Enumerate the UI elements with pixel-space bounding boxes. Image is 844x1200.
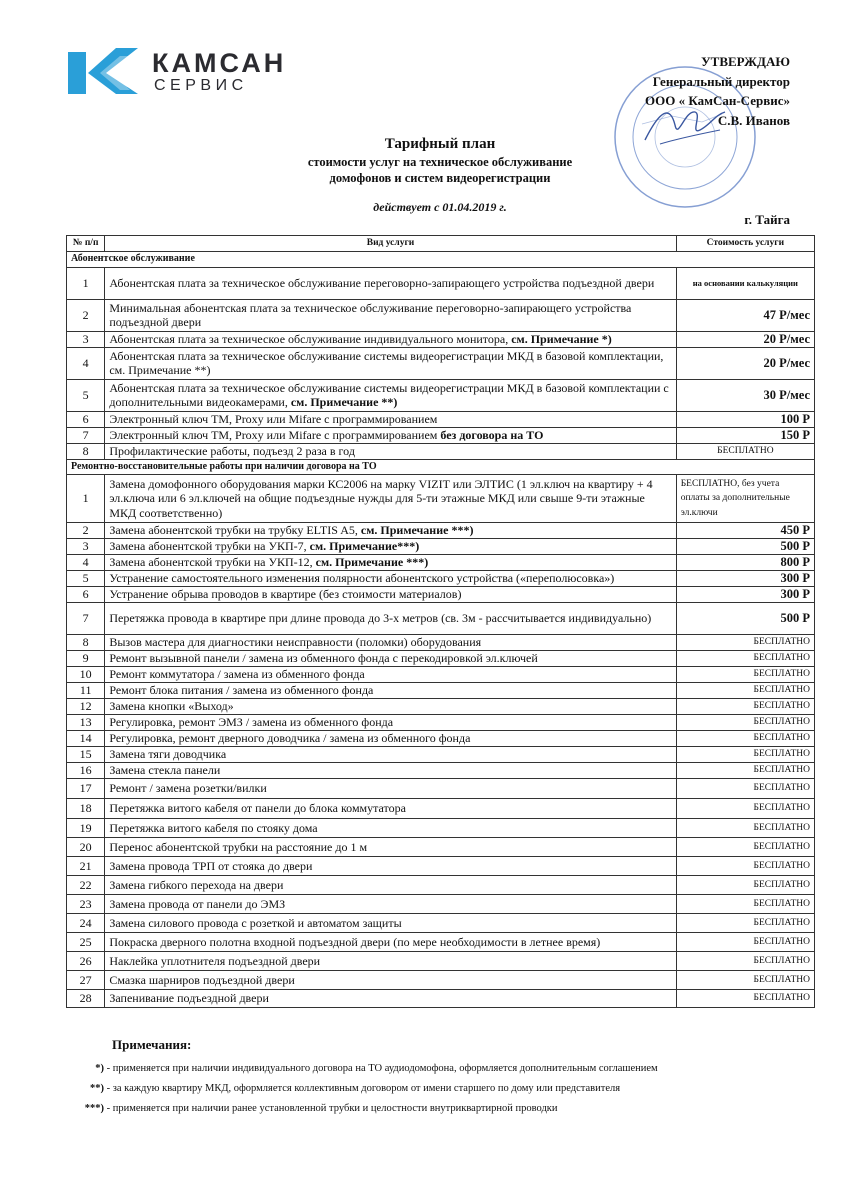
row-price: 20 Р/мес bbox=[676, 331, 814, 347]
note-mark: ***) bbox=[84, 1103, 104, 1114]
row-price: 300 Р bbox=[676, 571, 814, 587]
row-price: БЕСПЛАТНО bbox=[676, 731, 814, 747]
header-price: Стоимость услуги bbox=[676, 236, 814, 252]
service-text: Профилактические работы, подъезд 2 раза в год bbox=[109, 443, 355, 458]
row-price: 30 Р/мес bbox=[676, 379, 814, 411]
row-service bbox=[105, 990, 676, 1008]
service-text: Ремонт вызывной панели / замена из обменного фонда с перекодировкой эл.ключей bbox=[109, 651, 538, 666]
row-price: 500 Р bbox=[676, 603, 814, 635]
effective-date: действует с 01.04.2019 г. bbox=[373, 200, 507, 214]
row-service bbox=[105, 523, 676, 539]
table-row bbox=[67, 763, 815, 779]
row-price: БЕСПЛАТНО bbox=[676, 699, 814, 715]
row-number: 20 bbox=[67, 838, 105, 857]
row-price: БЕСПЛАТНО bbox=[676, 895, 814, 914]
section-row bbox=[67, 459, 815, 475]
section-title: Ремонтно-восстановительные работы при наличии договора на ТО bbox=[67, 459, 815, 475]
row-number: 18 bbox=[67, 799, 105, 819]
row-number: 9 bbox=[67, 651, 105, 667]
row-service bbox=[105, 876, 676, 895]
row-price: на основании калькуляции bbox=[676, 267, 814, 299]
table-row bbox=[67, 571, 815, 587]
row-number: 2 bbox=[67, 523, 105, 539]
row-service bbox=[105, 857, 676, 876]
service-text: Устранение обрыва проводов в квартире (без стоимости материалов) bbox=[109, 587, 462, 602]
row-service bbox=[105, 779, 676, 799]
row-service bbox=[105, 267, 676, 299]
table-row bbox=[67, 933, 815, 952]
notes-heading: Примечания: bbox=[112, 1037, 192, 1052]
table-row bbox=[67, 603, 815, 635]
document-title: Тарифный план bbox=[384, 136, 496, 152]
row-price: БЕСПЛАТНО bbox=[676, 635, 814, 651]
note-text: - применяется при наличии ранее установленной трубки и целостности внутриквартирной проводки bbox=[104, 1103, 558, 1114]
row-price: БЕСПЛАТНО bbox=[676, 914, 814, 933]
row-number: 7 bbox=[67, 603, 105, 635]
table-row bbox=[67, 539, 815, 555]
row-number: 4 bbox=[67, 347, 105, 379]
table-row bbox=[67, 411, 815, 427]
table-row bbox=[67, 331, 815, 347]
row-service bbox=[105, 603, 676, 635]
table-row bbox=[67, 651, 815, 667]
service-text: Замена домофонного оборудования марки КС2006 на марку VIZIT или ЭЛТИС (1 эл.ключ на квартиру + 4 эл.ключа или 6 эл.ключей на общие подъездные нужды для 5-ти этажные МКД или свыше 9-ти этажные МКД соответственно) bbox=[109, 476, 653, 520]
row-service bbox=[105, 731, 676, 747]
service-text: Минимальная абонентская плата за техническое обслуживание переговорно-запирающего устройства подъездной двери bbox=[109, 300, 632, 329]
table-header-row bbox=[67, 236, 815, 252]
table-row bbox=[67, 731, 815, 747]
service-text: Замена абонентской трубки на УКП-12, bbox=[109, 555, 316, 570]
service-note-ref: см. Примечание *) bbox=[511, 331, 612, 346]
row-service bbox=[105, 635, 676, 651]
table-row bbox=[67, 667, 815, 683]
service-text: Замена кнопки «Выход» bbox=[109, 699, 234, 714]
row-service bbox=[105, 651, 676, 667]
row-service bbox=[105, 411, 676, 427]
approval-line-2: Генеральный директор bbox=[652, 73, 790, 89]
service-note-ref: без договора на ТО bbox=[440, 427, 544, 442]
row-number: 3 bbox=[67, 331, 105, 347]
logo-name: КАМСАН bbox=[152, 48, 287, 78]
service-note-ref: см. Примечание ***) bbox=[315, 555, 429, 570]
table-row bbox=[67, 857, 815, 876]
row-service bbox=[105, 539, 676, 555]
service-text: Устранение самостоятельного изменения полярности абонентского устройства («переполюсовка») bbox=[109, 571, 615, 586]
approval-block bbox=[550, 52, 790, 130]
table-row bbox=[67, 587, 815, 603]
city: г. Тайга bbox=[744, 212, 790, 227]
row-price: БЕСПЛАТНО bbox=[676, 683, 814, 699]
service-text: Замена абонентской трубки на трубку ELTIS A5, bbox=[109, 523, 361, 538]
table-row bbox=[67, 914, 815, 933]
row-price: БЕСПЛАТНО bbox=[676, 838, 814, 857]
row-service bbox=[105, 952, 676, 971]
row-number: 4 bbox=[67, 555, 105, 571]
row-service bbox=[105, 587, 676, 603]
row-service bbox=[105, 555, 676, 571]
table-body bbox=[67, 252, 815, 1008]
table-row bbox=[67, 475, 815, 523]
table-row bbox=[67, 379, 815, 411]
row-number: 28 bbox=[67, 990, 105, 1008]
section-title: Абонентское обслуживание bbox=[67, 252, 815, 268]
table-row bbox=[67, 555, 815, 571]
row-service bbox=[105, 747, 676, 763]
table-row bbox=[67, 799, 815, 819]
service-text: Перетяжка витого кабеля от панели до блока коммутатора bbox=[109, 801, 406, 816]
row-price: БЕСПЛАТНО bbox=[676, 763, 814, 779]
note-item bbox=[66, 1079, 806, 1099]
row-number: 23 bbox=[67, 895, 105, 914]
service-text: Регулировка, ремонт ЭМЗ / замена из обменного фонда bbox=[109, 715, 394, 730]
row-service bbox=[105, 914, 676, 933]
approval-signer: С.В. Иванов bbox=[717, 112, 790, 128]
row-service bbox=[105, 971, 676, 990]
row-service bbox=[105, 347, 676, 379]
note-item bbox=[66, 1099, 806, 1119]
row-number: 1 bbox=[67, 475, 105, 523]
row-number: 1 bbox=[67, 267, 105, 299]
company-logo bbox=[66, 44, 306, 98]
table-row bbox=[67, 838, 815, 857]
row-price: 150 Р bbox=[676, 427, 814, 443]
row-price: БЕСПЛАТНО, без учета оплаты за дополнительные эл.ключи bbox=[676, 475, 814, 523]
approval-line-3: ООО « КамСан-Сервис» bbox=[645, 93, 790, 108]
row-price: БЕСПЛАТНО bbox=[676, 876, 814, 895]
header-service: Вид услуги bbox=[105, 236, 676, 252]
table-row bbox=[67, 347, 815, 379]
table-row bbox=[67, 779, 815, 799]
logo-subtitle: СЕРВИС bbox=[154, 77, 248, 94]
service-text: Замена провода от панели до ЭМЗ bbox=[109, 896, 286, 911]
document-subtitle-2: домофонов и систем видеорегистрации bbox=[329, 171, 551, 185]
row-price: БЕСПЛАТНО bbox=[676, 667, 814, 683]
row-price: 800 Р bbox=[676, 555, 814, 571]
row-service bbox=[105, 667, 676, 683]
row-service bbox=[105, 933, 676, 952]
service-text: Замена силового провода с розеткой и автоматом защиты bbox=[109, 915, 402, 930]
row-service bbox=[105, 299, 676, 331]
row-service bbox=[105, 838, 676, 857]
row-price: 47 Р/мес bbox=[676, 299, 814, 331]
table-row bbox=[67, 299, 815, 331]
logo-k-mark-icon bbox=[66, 44, 146, 98]
service-text: Регулировка, ремонт дверного доводчика / замена из обменного фонда bbox=[109, 731, 471, 746]
row-service bbox=[105, 895, 676, 914]
table-row bbox=[67, 819, 815, 838]
table-row bbox=[67, 699, 815, 715]
service-text: Электронный ключ ТМ, Proxy или Mifare с программированием bbox=[109, 427, 441, 442]
row-service bbox=[105, 427, 676, 443]
row-price: БЕСПЛАТНО bbox=[676, 715, 814, 731]
section-row bbox=[67, 252, 815, 268]
row-price: БЕСПЛАТНО bbox=[676, 990, 814, 1008]
service-text: Электронный ключ ТМ, Proxy или Mifare с программированием bbox=[109, 411, 438, 426]
row-price: БЕСПЛАТНО bbox=[676, 819, 814, 838]
table-row bbox=[67, 990, 815, 1008]
service-text: Ремонт коммутатора / замена из обменного фонда bbox=[109, 667, 365, 682]
note-text: - применяется при наличии индивидуального договора на ТО аудиодомофона, оформляется дополнительным соглашением bbox=[104, 1063, 658, 1074]
service-text: Вызов мастера для диагностики неисправности (поломки) оборудования bbox=[109, 635, 482, 650]
row-number: 11 bbox=[67, 683, 105, 699]
row-price: 500 Р bbox=[676, 539, 814, 555]
service-text: Перетяжка провода в квартире при длине провода до 3-х метров (св. 3м - рассчитывается индивидуально) bbox=[109, 611, 652, 626]
service-note-ref: см. Примечание **) bbox=[290, 395, 398, 409]
row-number: 26 bbox=[67, 952, 105, 971]
row-service bbox=[105, 379, 676, 411]
row-service bbox=[105, 699, 676, 715]
table-row bbox=[67, 443, 815, 459]
service-text: Покраска дверного полотна входной подъездной двери (по мере необходимости в летнее время) bbox=[109, 934, 601, 949]
table-row bbox=[67, 715, 815, 731]
row-number: 8 bbox=[67, 635, 105, 651]
table-row bbox=[67, 683, 815, 699]
service-text: Запенивание подъездной двери bbox=[109, 991, 269, 1006]
row-service bbox=[105, 443, 676, 459]
service-text: Ремонт блока питания / замена из обменного фонда bbox=[109, 683, 374, 698]
row-number: 24 bbox=[67, 914, 105, 933]
row-number: 8 bbox=[67, 443, 105, 459]
row-number: 14 bbox=[67, 731, 105, 747]
row-number: 16 bbox=[67, 763, 105, 779]
note-mark: **) bbox=[90, 1083, 104, 1094]
service-text: Абонентская плата за техническое обслуживание переговорно-запирающего устройства подъездной двери bbox=[109, 275, 655, 290]
table-row bbox=[67, 635, 815, 651]
table-row bbox=[67, 952, 815, 971]
row-number: 5 bbox=[67, 379, 105, 411]
approval-line-1: УТВЕРЖДАЮ bbox=[701, 54, 790, 69]
service-text: Замена провода ТРП от стояка до двери bbox=[109, 858, 313, 873]
document-subtitle-1: стоимости услуг на техническое обслуживание bbox=[307, 155, 573, 169]
row-service bbox=[105, 331, 676, 347]
note-text: - за каждую квартиру МКД, оформляется коллективным договором от имени старшего по дому или представителя bbox=[104, 1083, 621, 1094]
row-number: 13 bbox=[67, 715, 105, 731]
service-text: Абонентская плата за техническое обслуживание системы видеорегистрации МКД в базовой комплектации, см. Примечание **) bbox=[109, 348, 664, 377]
row-price: БЕСПЛАТНО bbox=[676, 747, 814, 763]
row-service bbox=[105, 715, 676, 731]
service-text: Абонентская плата за техническое обслуживание системы видеорегистрации МКД в базовой комплектации с дополнительными видеокамерами, bbox=[109, 380, 669, 409]
row-price: БЕСПЛАТНО bbox=[676, 952, 814, 971]
service-text: Перенос абонентской трубки на расстояние до 1 м bbox=[109, 839, 368, 854]
table-row bbox=[67, 876, 815, 895]
service-text: Ремонт / замена розетки/вилки bbox=[109, 781, 267, 796]
row-number: 7 bbox=[67, 427, 105, 443]
service-text: Замена гибкого перехода на двери bbox=[109, 877, 284, 892]
row-number: 27 bbox=[67, 971, 105, 990]
note-item bbox=[66, 1059, 806, 1079]
row-price: БЕСПЛАТНО bbox=[676, 857, 814, 876]
row-price: БЕСПЛАТНО bbox=[676, 933, 814, 952]
row-price: 450 Р bbox=[676, 523, 814, 539]
row-number: 17 bbox=[67, 779, 105, 799]
service-text: Замена абонентской трубки на УКП-7, bbox=[109, 539, 310, 554]
row-price: 300 Р bbox=[676, 587, 814, 603]
service-text: Замена тяги доводчика bbox=[109, 747, 227, 762]
table-row bbox=[67, 747, 815, 763]
service-text: Перетяжка витого кабеля по стояку дома bbox=[109, 820, 318, 835]
row-service bbox=[105, 571, 676, 587]
service-note-ref: см. Примечание***) bbox=[309, 539, 420, 554]
row-number: 3 bbox=[67, 539, 105, 555]
row-number: 6 bbox=[67, 411, 105, 427]
row-service bbox=[105, 799, 676, 819]
row-number: 10 bbox=[67, 667, 105, 683]
row-service bbox=[105, 683, 676, 699]
row-price: БЕСПЛАТНО bbox=[676, 799, 814, 819]
row-price: БЕСПЛАТНО bbox=[676, 971, 814, 990]
note-mark: *) bbox=[95, 1063, 104, 1074]
service-text: Смазка шарниров подъездной двери bbox=[109, 972, 295, 987]
service-text: Абонентская плата за техническое обслуживание индивидуального монитора, bbox=[109, 331, 512, 346]
row-price: БЕСПЛАТНО bbox=[676, 779, 814, 799]
notes-block bbox=[66, 1037, 806, 1119]
row-number: 22 bbox=[67, 876, 105, 895]
row-price: 20 Р/мес bbox=[676, 347, 814, 379]
row-price: 100 Р bbox=[676, 411, 814, 427]
row-number: 21 bbox=[67, 857, 105, 876]
row-number: 25 bbox=[67, 933, 105, 952]
row-number: 15 bbox=[67, 747, 105, 763]
table-row bbox=[67, 427, 815, 443]
row-service bbox=[105, 819, 676, 838]
service-note-ref: см. Примечание ***) bbox=[360, 523, 474, 538]
row-price: БЕСПЛАТНО bbox=[676, 443, 814, 459]
row-service bbox=[105, 763, 676, 779]
document-title-block bbox=[240, 134, 640, 215]
row-number: 2 bbox=[67, 299, 105, 331]
service-text: Замена стекла панели bbox=[109, 763, 221, 778]
row-price: БЕСПЛАТНО bbox=[676, 651, 814, 667]
table-row bbox=[67, 267, 815, 299]
row-number: 12 bbox=[67, 699, 105, 715]
service-text: Наклейка уплотнителя подъездной двери bbox=[109, 953, 321, 968]
tariff-table bbox=[66, 235, 815, 1008]
header-number: № п/п bbox=[67, 236, 105, 252]
table-row bbox=[67, 895, 815, 914]
table-row bbox=[67, 523, 815, 539]
row-service bbox=[105, 475, 676, 523]
row-number: 6 bbox=[67, 587, 105, 603]
row-number: 19 bbox=[67, 819, 105, 838]
row-number: 5 bbox=[67, 571, 105, 587]
table-row bbox=[67, 971, 815, 990]
